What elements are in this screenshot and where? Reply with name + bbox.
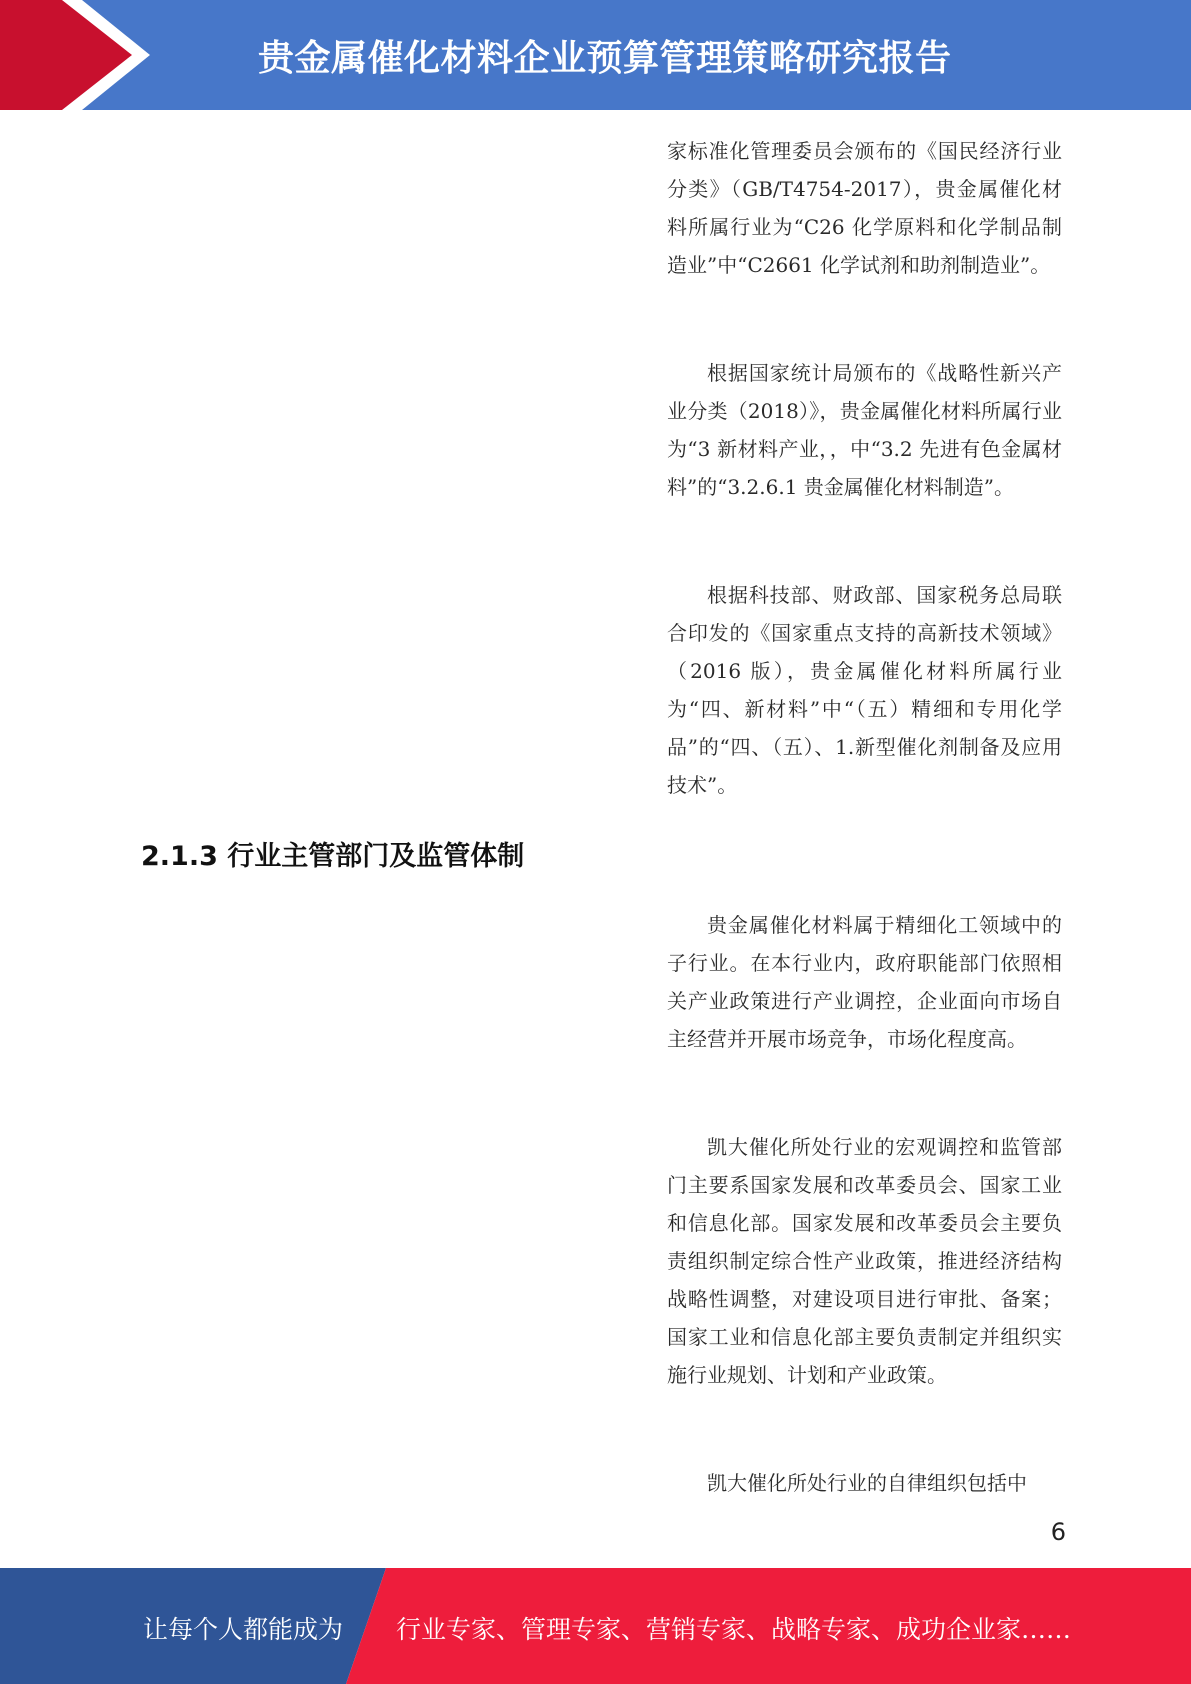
body-paragraph	[667, 1464, 1062, 1502]
section-heading: 2.1.3 行业主管部门及监管体制	[141, 841, 525, 872]
page-header	[0, 0, 1191, 110]
paragraph-text: 贵金属催化材料属于精细化工领域中的子行业。在本行业内，政府职能部门依照相关产业政策进行产业调控，企业面向市场自主经营并开展市场竞争，市场化程度高。	[667, 913, 1062, 1051]
paragraph-text: 根据国家统计局颁布的《战略性新兴产业分类（2018）》，贵金属催化材料所属行业为“3 新材料产业，，中“3.2 先进有色金属材料”的“3.2.6.1 贵金属催化材料制造”。	[667, 361, 1062, 499]
paragraph-text: 凯大催化所处行业的自律组织包括中	[707, 1471, 1027, 1495]
body-paragraph	[667, 906, 1062, 1058]
paragraph-text: 家标准化管理委员会颁布的《国民经济行业分类》（GB/T4754-2017），贵金属催化材料所属行业为“C26 化学原料和化学制品制造业”中“C2661 化学试剂和助剂制造业”。	[667, 139, 1062, 277]
body-paragraph	[667, 132, 1062, 284]
paragraph-text: 根据科技部、财政部、国家税务总局联合印发的《国家重点支持的高新技术领域》（2016 版），贵金属催化材料所属行业为“四、新材料”中“（五）精细和专用化学品”的“四、（五）、1.新型催化剂制备及应用技术”。	[667, 583, 1062, 797]
footer-slogan-right: 行业专家、管理专家、营销专家、战略专家、成功企业家……	[396, 1615, 1072, 1644]
report-title: 贵金属催化材料企业预算管理策略研究报告	[258, 38, 952, 79]
body-paragraph	[667, 354, 1062, 506]
page-footer	[0, 1568, 1191, 1684]
paragraph-text: 凯大催化所处行业的宏观调控和监管部门主要系国家发展和改革委员会、国家工业和信息化部。国家发展和改革委员会主要负责组织制定综合性产业政策，推进经济结构战略性调整，对建设项目进行审批、备案；国家工业和信息化部主要负责制定并组织实施行业规划、计划和产业政策。	[667, 1135, 1062, 1387]
body-paragraph	[667, 576, 1062, 804]
body-paragraph	[667, 1128, 1062, 1394]
footer-slogan-left: 让每个人都能成为	[143, 1615, 344, 1644]
page-number: 6	[1050, 1518, 1066, 1546]
